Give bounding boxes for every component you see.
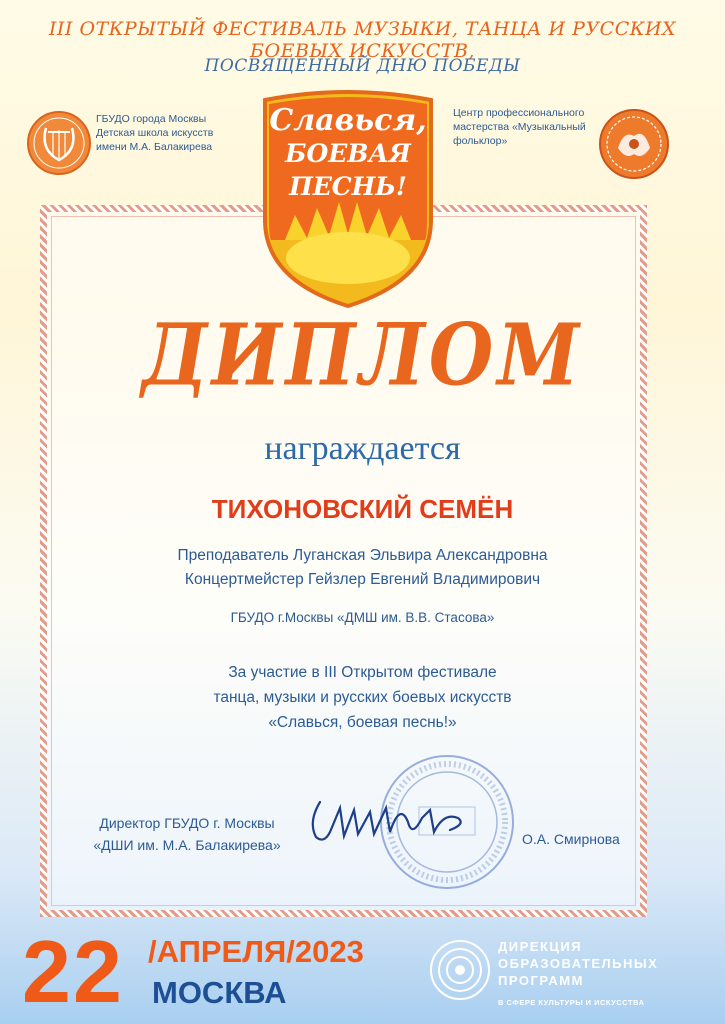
directorate-logo-icon <box>428 938 492 1002</box>
directorate-subtext: В СФЕРЕ КУЛЬТУРЫ И ИСКУССТВА <box>498 998 645 1007</box>
diploma-heading: ДИПЛОМ <box>141 306 584 406</box>
accompanist-line: Концертмейстер Гейзлер Евгений Владимирович <box>184 571 541 588</box>
festival-subtitle: ПОСВЯЩЕННЫЙ ДНЮ ПОБЕДЫ <box>204 56 521 76</box>
reason-line-3: «Славься, боевая песнь!» <box>268 714 457 731</box>
emblem-text: Славься, БОЕВАЯ ПЕСНЬ! <box>269 103 427 201</box>
date-month-year: /АПРЕЛЯ/2023 <box>148 934 364 969</box>
recipient-name: ТИХОНОВСКИЙ СЕМЁН <box>211 494 514 524</box>
folklore-logo <box>598 108 670 180</box>
directorate-text: ДИРЕКЦИЯ ОБРАЗОВАТЕЛЬНЫХ ПРОГРАММ <box>498 939 659 988</box>
handwritten-signature <box>300 782 480 852</box>
awarded-text: награждается <box>264 430 461 467</box>
director-title: Директор ГБУДО г. Москвы «ДШИ им. М.А. Балакирева» <box>93 815 281 853</box>
reason-line-1: За участие в III Открытом фестивале <box>228 664 497 681</box>
reason-line-2: танца, музыки и русских боевых искусств <box>213 689 512 706</box>
city: МОСКВА <box>152 975 287 1010</box>
lyre-logo <box>26 110 92 176</box>
left-org-text: ГБУДО города Москвы Детская школа искусств имени М.А. Балакирева <box>96 113 214 153</box>
teacher-line: Преподаватель Луганская Эльвира Александровна <box>177 547 548 564</box>
signer-name: О.А. Смирнова <box>522 831 620 847</box>
date-day: 22 <box>22 922 124 1021</box>
school-line: ГБУДО г.Москвы «ДМШ им. В.В. Стасова» <box>230 610 495 625</box>
right-org-text: Центр профессионального мастерства «Музыкальный фольклор» <box>453 107 586 147</box>
festival-title: III ОТКРЫТЫЙ ФЕСТИВАЛЬ МУЗЫКИ, ТАНЦА И РУССКИХ БОЕВЫХ ИСКУССТВ, <box>48 18 677 62</box>
